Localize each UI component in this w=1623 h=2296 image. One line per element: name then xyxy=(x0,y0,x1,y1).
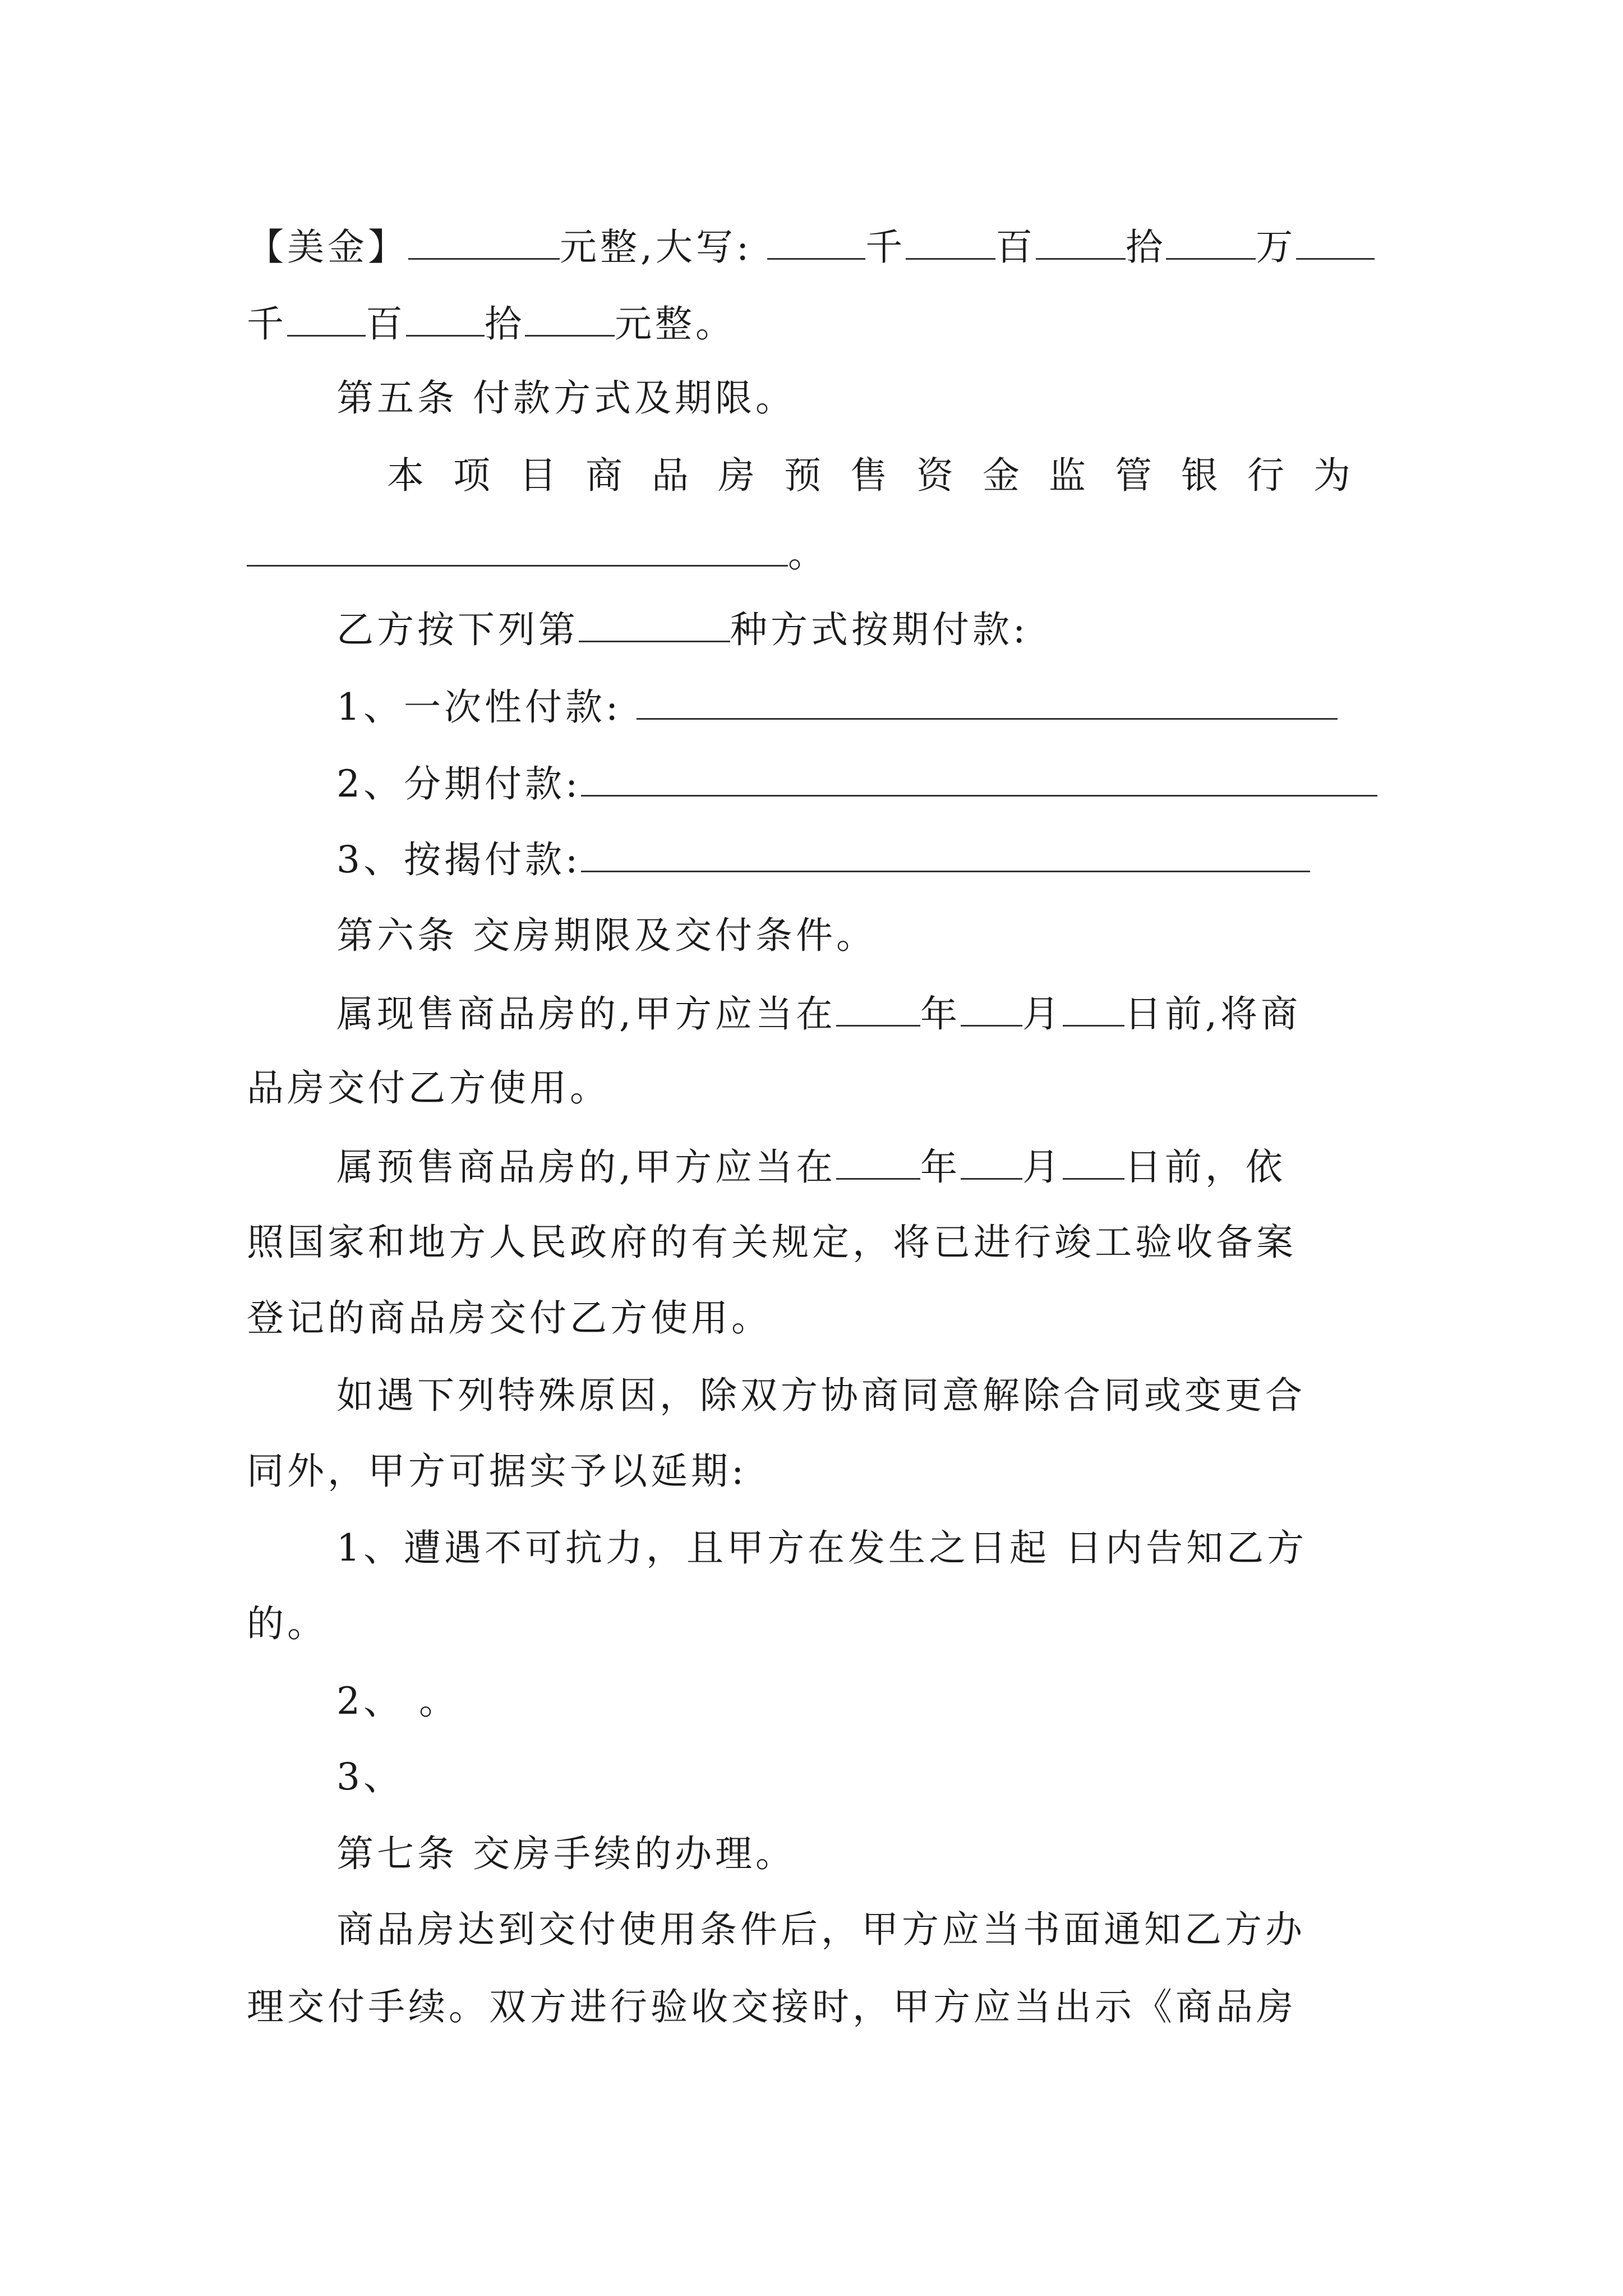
ps-year-blank xyxy=(836,1143,920,1180)
amount-continued-line xyxy=(247,300,736,347)
item-3-label: 3、按揭付款: xyxy=(336,838,582,881)
handover-line-2: 理交付手续。双方进行验收交接时，甲方应当出示《商品房 xyxy=(247,1985,1297,2028)
special-line-1: 如遇下列特殊原因，除双方协商同意解除合同或变更合 xyxy=(336,1374,1306,1417)
cs-year: 年 xyxy=(920,992,961,1036)
cs-month: 月 xyxy=(1022,992,1063,1036)
ps-year: 年 xyxy=(920,1145,961,1189)
item-3-blank xyxy=(581,836,1310,872)
qian-blank-2 xyxy=(287,300,366,337)
ps-month: 月 xyxy=(1022,1145,1063,1189)
ps-day: 日前，依 xyxy=(1124,1145,1286,1189)
ps-month-blank xyxy=(961,1143,1022,1180)
bai-blank xyxy=(906,223,995,260)
current-sale-prefix: 属现售商品房的,甲方应当在 xyxy=(336,992,836,1036)
method-suffix: 种方式按期付款: xyxy=(730,608,1029,651)
period: 。 xyxy=(788,532,828,576)
usd-amount-line xyxy=(247,223,1375,270)
shi-blank-2 xyxy=(525,300,615,337)
wan-blank xyxy=(1166,223,1256,260)
wan-trailing-blank xyxy=(1296,223,1375,260)
bai-blank-2 xyxy=(406,300,485,337)
presale-line-2: 照国家和地方人民政府的有关规定，将已进行竣工验收备案 xyxy=(247,1221,1297,1264)
bank-blank xyxy=(247,530,788,567)
yuan-daxie-label: 元整,大写: xyxy=(560,226,753,269)
payment-item-1 xyxy=(336,683,1338,730)
article-6-title: 第六条 交房期限及交付条件。 xyxy=(336,914,877,957)
amount-blank xyxy=(408,223,560,260)
special-item-3: 3、 xyxy=(336,1755,404,1798)
current-sale-line-2: 品房交付乙方使用。 xyxy=(247,1066,610,1110)
item-1-blank xyxy=(637,683,1338,720)
wan-label: 万 xyxy=(1256,226,1297,269)
yuan-zheng-label: 元整。 xyxy=(615,302,736,346)
payment-item-3 xyxy=(336,836,1310,882)
force-majeure-line-1: 1、遭遇不可抗力，且甲方在发生之日起 日内告知乙方 xyxy=(336,1526,1307,1570)
presale-prefix: 属预售商品房的,甲方应当在 xyxy=(336,1145,836,1189)
shi-blank xyxy=(1036,223,1126,260)
item-2-label: 2、分期付款: xyxy=(336,762,582,806)
cs-month-blank xyxy=(961,990,1022,1027)
shi-label: 拾 xyxy=(1126,226,1166,269)
current-sale-line-1 xyxy=(336,990,1301,1037)
presale-line-3: 登记的商品房交付乙方使用。 xyxy=(247,1296,772,1340)
special-item-2: 2、 。 xyxy=(336,1680,459,1723)
bai-label-2: 百 xyxy=(366,302,406,346)
presale-line-1 xyxy=(336,1143,1286,1190)
item-2-blank xyxy=(581,760,1377,797)
article-5-title: 第五条 付款方式及期限。 xyxy=(336,376,796,420)
qian-blank xyxy=(767,223,865,260)
cs-year-blank xyxy=(836,990,920,1027)
item-1-label: 1、一次性付款: xyxy=(336,685,622,729)
special-line-2: 同外，甲方可据实予以延期: xyxy=(247,1450,748,1493)
payment-item-2 xyxy=(336,760,1377,807)
shi-label-2: 拾 xyxy=(485,302,525,346)
article-7-title: 第七条 交房手续的办理。 xyxy=(336,1832,796,1875)
method-prefix: 乙方按下列第 xyxy=(336,608,579,651)
bai-label: 百 xyxy=(995,226,1036,269)
method-blank xyxy=(579,606,730,642)
cs-day-blank xyxy=(1063,990,1124,1027)
usd-label: 【美金】 xyxy=(247,226,408,269)
bank-line: 本项目商品房预售资金监管银行为 xyxy=(387,454,1380,497)
cs-day: 日前,将商 xyxy=(1124,992,1301,1036)
ps-day-blank xyxy=(1063,1143,1124,1180)
payment-method-line xyxy=(336,606,1029,652)
bank-blank-line xyxy=(247,530,828,577)
force-majeure-line-2: 的。 xyxy=(247,1602,328,1645)
handover-line-1: 商品房达到交付使用条件后，甲方应当书面通知乙方办 xyxy=(336,1908,1306,1951)
qian-label-2: 千 xyxy=(247,302,287,346)
qian-label: 千 xyxy=(865,226,906,269)
